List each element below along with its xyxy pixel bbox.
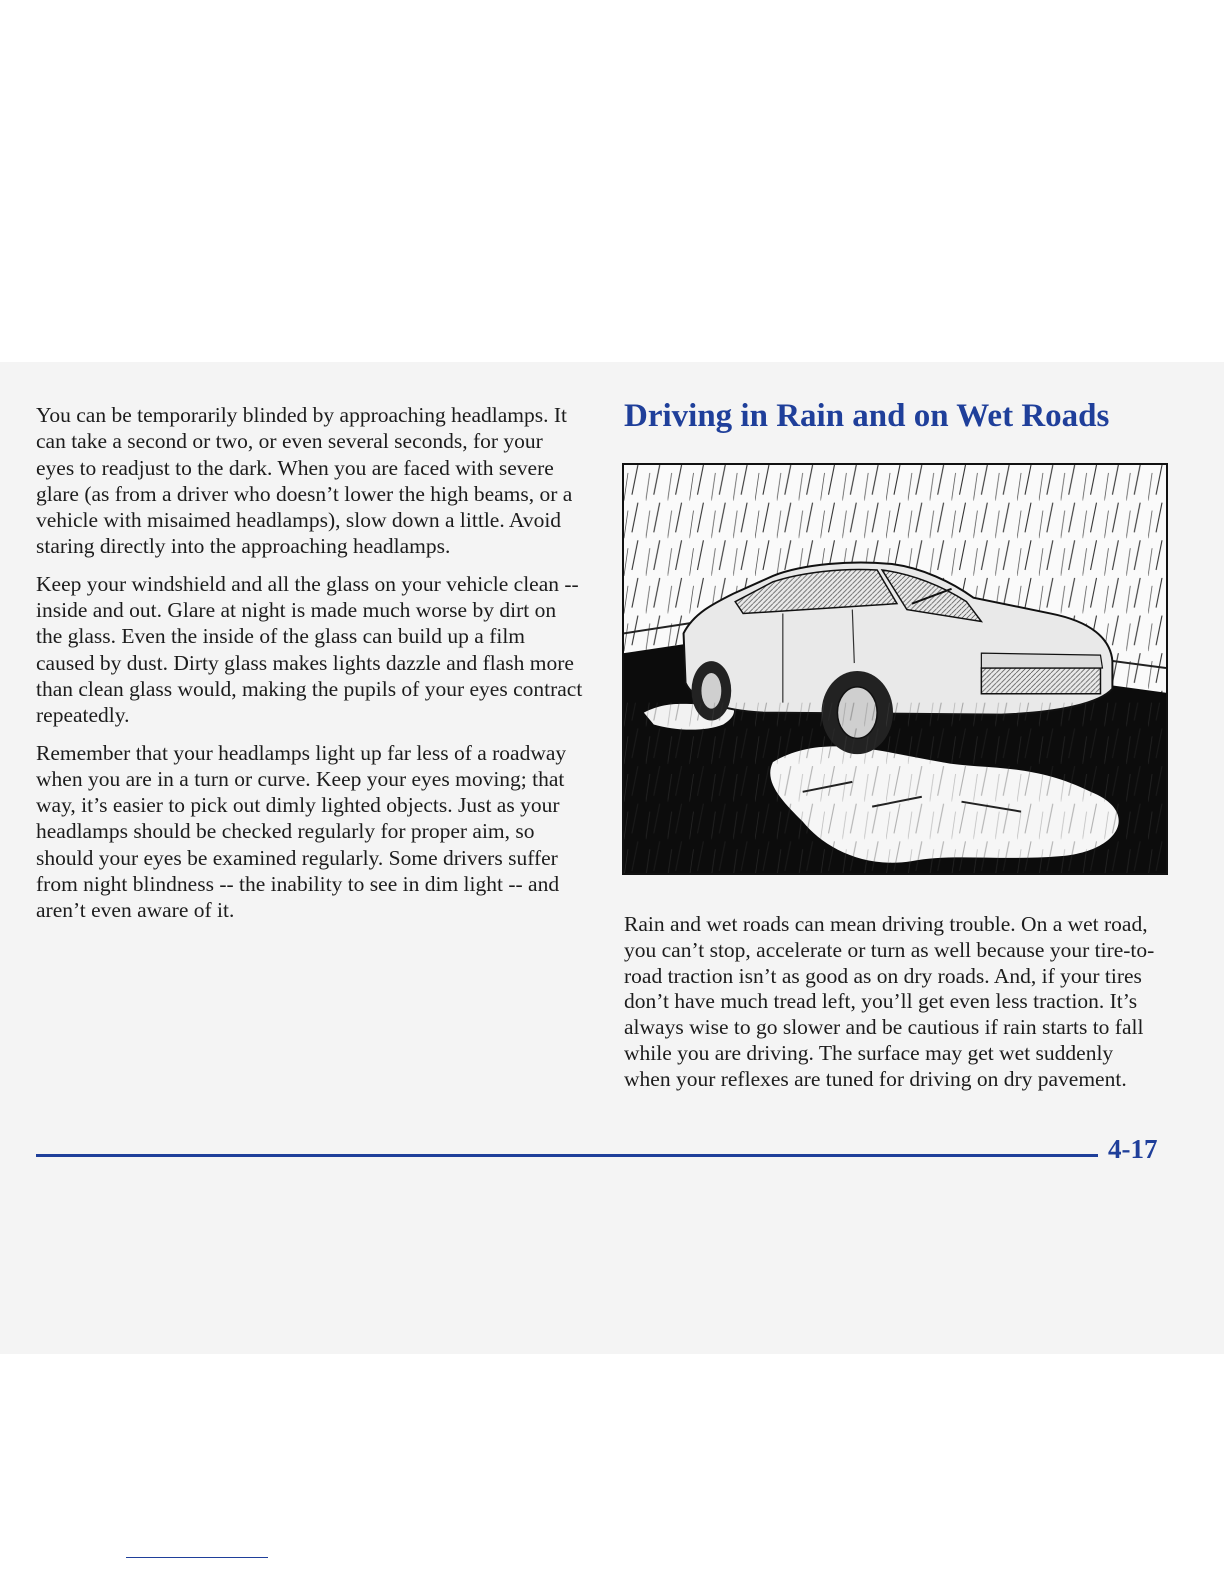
headlight [981,653,1102,668]
rain-paragraph: Rain and wet roads can mean driving trouble. On a wet road, you can’t stop, accelerate or turn as well because your tire-to-road traction isn’t as good as on dry roads. And, if your tires don’t have much tread left, you’ll get even less traction. It’s always wise to go slower and be cautious if rain starts to fall while you are driving. The surface may get wet suddenly when your reflexes are tuned for driving on dry pavement. [624,912,1155,1091]
glare-paragraph: You can be temporarily blinded by approaching headlamps. It can take a second or two, or even several seconds, for your eyes to readjust to the dark. When you are faced with severe glare (as from a driver who doesn’t lower the high beams, or a vehicle with misaimed headlamps), slow down a little. Avoid staring directly into the approaching headlamps. [36,403,573,559]
night-vision-paragraph: Remember that your headlamps light up far less of a roadway when you are in a turn or curve. Keep your eyes moving; that way, it’s easier to pick out dimly lighted objects. Just as your headlamps should be checked regularly for proper aim, so should your eyes be examined regularly. Some drivers suffer from night blindness -- the inability to see in dim light -- and aren’t even aware of it. [36,740,567,923]
windshield-paragraph: Keep your windshield and all the glass on your vehicle clean -- inside and out. Glare at night is made much worse by dirt on the glass. Even the inside of the glass can build up a film caused by dust. Dirty glass makes lights dazzle and flash more than clean glass would, making the pupils of your eyes contract repeatedly. [36,571,583,728]
grille [981,668,1100,694]
rain-over-road [624,703,1166,873]
left-column [36,402,584,935]
page-number: 4-17 [1108,1134,1158,1164]
bottom-rule [126,1557,268,1558]
rain-car-illustration [622,463,1168,875]
section-heading: Driving in Rain and on Wet Roads [624,398,1110,434]
footer-rule [36,1154,1098,1157]
rain-car-drawing [624,465,1166,873]
